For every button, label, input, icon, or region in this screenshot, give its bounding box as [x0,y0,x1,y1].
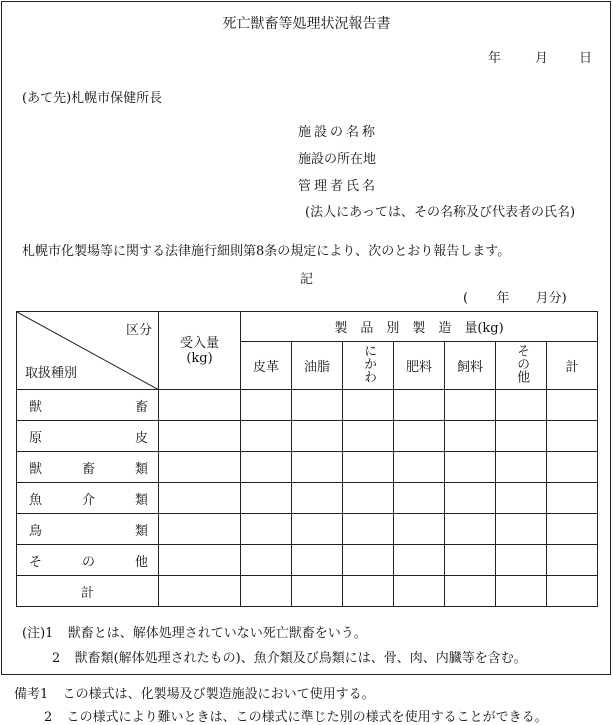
row-label-other: そ の 他 [17,545,159,576]
kubun-label: 区分 [125,323,152,338]
note-2-prefix: 2 [52,651,61,666]
addressee: (あて先)札幌市保健所長 [22,91,163,106]
table-row [17,483,598,514]
note-1-text: 獣畜とは、解体処理されていない死亡獣畜をいう。 [67,626,367,641]
period-open: ( [463,291,469,306]
remark-1-text: この様式は、化製場及び製造施設において使用する。 [62,687,375,702]
facility-address-label: 施設の所在地 [298,152,377,167]
production-table [16,311,598,607]
table-row [17,421,598,452]
note-2-text: 獣畜類(解体処理されたもの)、魚介類及び鳥類には、骨、肉、内臓等を含む。 [74,651,527,666]
period [463,287,567,306]
col-total: 計 [547,342,598,390]
ki-mark: 記 [300,272,314,287]
body-text: 札幌市化製場等に関する法律施行細則第8条の規定により、次のとおり報告します。 [22,244,511,259]
remark-2-prefix: 2 [44,710,53,725]
corporate-note: (法人にあっては、その名称及び代表者の氏名) [305,205,576,220]
row-label-poultry: 鳥 類 [17,514,159,545]
col-fat: 油脂 [292,342,343,390]
remark-1 [14,683,375,702]
row-label-livestock-class: 獣 畜 類 [17,452,159,483]
table-row [17,576,598,607]
remark-1-prefix: 備考1 [14,687,49,702]
row-label-livestock: 獣 畜 [17,390,159,421]
received-header [159,312,241,390]
col-other-label: その他 [514,344,530,383]
note-1-prefix: (注)1 [22,626,54,641]
production-header: 製 品 別 製 造 量(kg) [241,312,598,342]
period-year: 年 [496,291,510,306]
table-row [17,545,598,576]
col-fertilizer: 肥料 [394,342,445,390]
date-year-label: 年 [488,51,502,66]
row-label-total: 計 [17,576,159,607]
table-row [17,452,598,483]
col-glue-label: にかわ [361,344,377,383]
remark-2-text: この様式により難いときは、この様式に準じた別の様式を使用することができる。 [66,710,548,725]
row-label-seafood: 魚 介 類 [17,483,159,514]
note-1 [22,622,367,641]
period-month: 月分) [535,291,567,306]
row-label-rawhide: 原 皮 [17,421,159,452]
manager-name-label: 管理者氏名 [298,179,379,194]
col-leather: 皮革 [241,342,292,390]
note-2 [52,647,527,666]
date-day-label: 日 [579,51,593,66]
table-row [17,514,598,545]
col-other [496,342,547,390]
date-month-label: 月 [535,51,549,66]
received-label: 受入量 [179,336,219,351]
handling-type-label: 取扱種別 [25,366,78,381]
col-glue [343,342,394,390]
table-row [17,390,598,421]
header-corner-cell [17,312,159,390]
received-unit: (kg) [186,351,213,366]
facility-name-label: 施設の名称 [298,125,379,140]
col-feed: 飼料 [445,342,496,390]
form-title: 死亡獣畜等処理状況報告書 [222,16,391,32]
remark-2 [44,706,548,725]
